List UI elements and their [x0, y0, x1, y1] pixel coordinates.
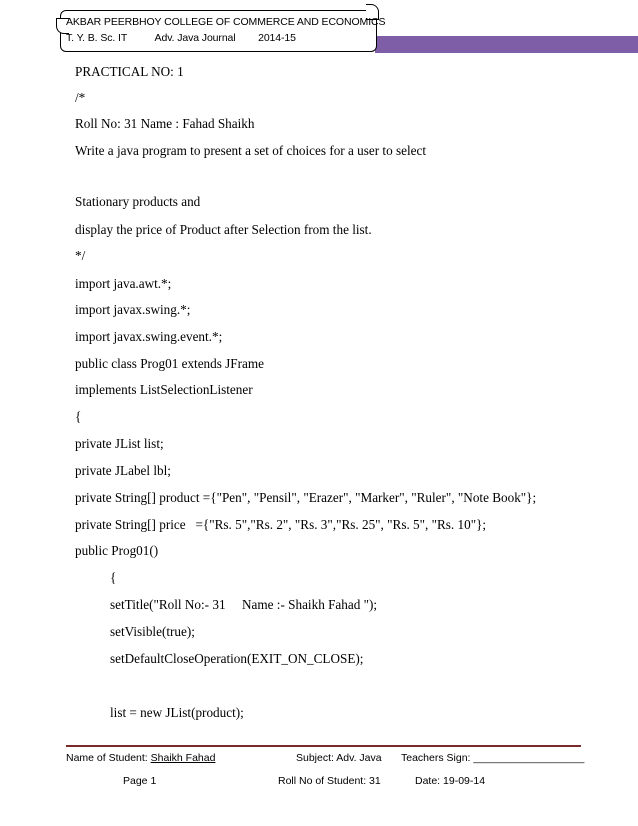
footer-student-name: Shaikh Fahad	[150, 752, 216, 764]
code-line: import javax.swing.*;	[75, 302, 191, 317]
footer-teacher-sign: Teachers Sign: ___________________	[401, 752, 585, 764]
header-college-name: AKBAR PEERBHOY COLLEGE OF COMMERCE AND ECONOMICS	[66, 16, 386, 28]
code-line: */	[75, 248, 86, 263]
header-accent-band	[375, 36, 638, 53]
code-line: list = new JList(product);	[110, 705, 244, 720]
code-line: import java.awt.*;	[75, 276, 172, 291]
code-line: Stationary products and	[75, 194, 201, 209]
code-line: private JList list;	[75, 436, 164, 451]
practical-title: PRACTICAL NO: 1	[75, 64, 184, 79]
code-line: {	[110, 570, 117, 585]
code-line: setDefaultCloseOperation(EXIT_ON_CLOSE);	[110, 651, 364, 666]
footer-date: Date: 19-09-14	[415, 775, 486, 787]
code-line: public class Prog01 extends JFrame	[75, 356, 264, 371]
code-line: import javax.swing.event.*;	[75, 329, 223, 344]
code-line: implements ListSelectionListener	[75, 382, 253, 397]
header-year: 2014-15	[258, 32, 296, 44]
code-line: {	[75, 409, 82, 424]
header-class: T. Y. B. Sc. IT	[66, 32, 127, 44]
footer-page-number: Page 1	[123, 775, 157, 787]
code-line: /*	[75, 90, 86, 105]
footer-rule	[66, 745, 581, 747]
code-line: private String[] price ={"Rs. 5","Rs. 2", "Rs. 3","Rs. 25", "Rs. 5", "Rs. 10"};	[75, 517, 487, 532]
code-line: setVisible(true);	[110, 624, 195, 639]
footer-subject: Subject: Adv. Java	[296, 752, 382, 764]
header-course-line	[66, 32, 296, 44]
footer-roll-number: Roll No of Student: 31	[278, 775, 381, 787]
code-line: private String[] product ={"Pen", "Pensil", "Erazer", "Marker", "Ruler", "Note Book"};	[75, 490, 537, 505]
footer-student-label: Name of Student:	[66, 752, 151, 764]
code-line: Roll No: 31 Name : Fahad Shaikh	[75, 116, 255, 131]
code-line: Write a java program to present a set of choices for a user to select	[75, 143, 426, 158]
code-line: private JLabel lbl;	[75, 463, 171, 478]
footer-student	[66, 752, 215, 764]
code-line: public Prog01()	[75, 543, 159, 558]
header-journal: Adv. Java Journal	[154, 32, 236, 44]
code-line: display the price of Product after Selection from the list.	[75, 222, 372, 237]
code-line: setTitle("Roll No:- 31 Name :- Shaikh Fahad ");	[110, 597, 378, 612]
